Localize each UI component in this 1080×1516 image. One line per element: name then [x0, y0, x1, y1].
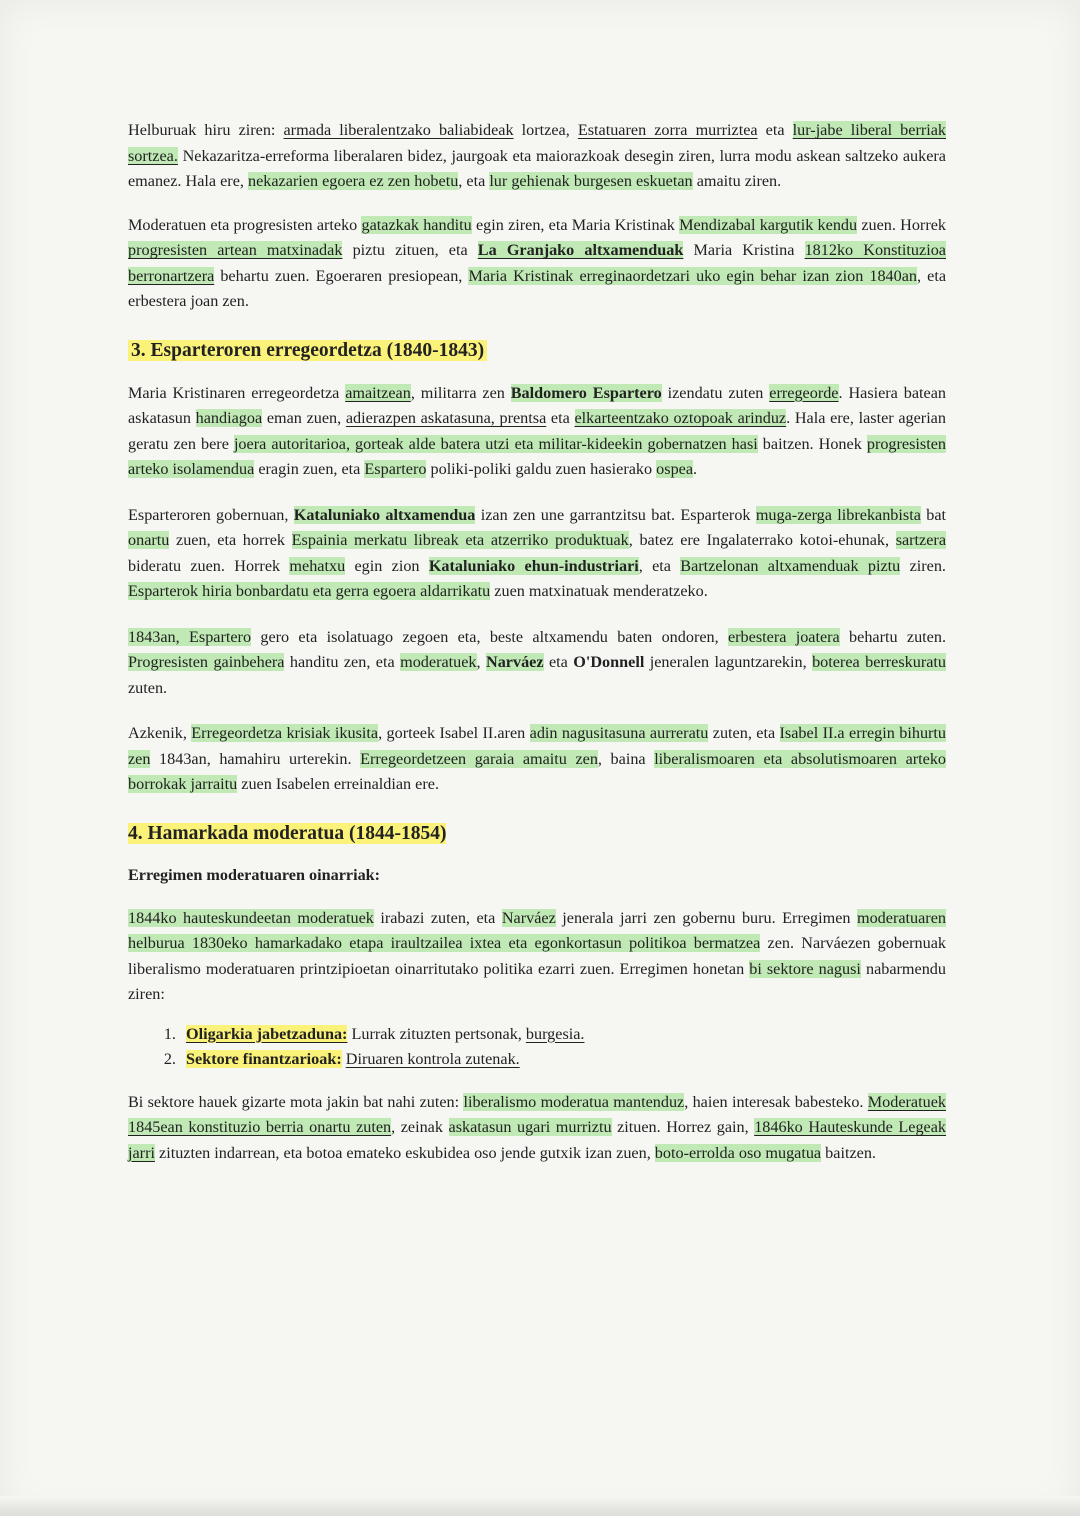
text-span: piztu zituen, eta [342, 241, 478, 259]
list-term: Sektore finantzarioak: [186, 1049, 342, 1068]
text-span: , eta erbestera joan zen. [128, 266, 946, 310]
text-span: eta [543, 653, 574, 671]
text-span: askatasun ugari murriztu [448, 1118, 612, 1136]
text-span: zuen. Horrek [857, 215, 946, 234]
text-span: . Hasiera batean askatasun [128, 383, 947, 427]
text-span: moderatuaren helburua 1830eko hamarkadako etapa iraultzailea ixtea eta egonkortasun politikoa bermatzea [128, 908, 946, 952]
text-span: mehatxu [289, 556, 346, 575]
text-span: eman zuen, [262, 409, 346, 427]
text-span: nabarmendu ziren: [128, 959, 946, 1003]
text-span: , gorteek Isabel II.aren [378, 724, 530, 742]
text-span: , batez ere Ingalaterrako kotoi-ehunak, [628, 531, 896, 549]
text-span: lur-jabe liberal berriak sortzea. [128, 121, 946, 165]
paragraph-catalonia-uprising [128, 503, 946, 605]
text-span: ospea [656, 460, 694, 478]
text-span: behartu zuen. Egoeraren presiopean, [214, 266, 469, 285]
text-span: moderatuek [400, 653, 477, 671]
text-span: behartu zuten. [839, 627, 947, 646]
text-span: zituen. Horrez gain, [611, 1118, 755, 1136]
text-span: poliki-poliki galdu zuen hasierako [426, 460, 657, 478]
text-span: Kataluniako altxamendua [293, 505, 476, 524]
text-span: amaitzean [345, 383, 411, 402]
text-span: erregeorde [769, 383, 839, 402]
text-span: zuen matxinatuak menderatzeko. [490, 582, 708, 600]
text-span: Maria Kristina [683, 241, 805, 259]
text-span: , zeinak [391, 1118, 449, 1136]
text-span: liberalismoaren eta absolutismoaren arteko borrokak jarraitu [128, 749, 947, 793]
text-span: jeneralen laguntzarekin, [644, 653, 813, 671]
sectors-list [128, 1022, 946, 1072]
text-span: adin nagusitasuna aurreratu [529, 724, 709, 742]
text-span: izan zen une garrantzitsu bat. Esparterok [475, 505, 756, 524]
text-span: Narváez [501, 908, 556, 927]
text-span: Isabel II.a erregin bihurtu zen [128, 724, 947, 768]
text-span: Espainia merkatu libreak eta atzerriko produktuak [291, 531, 629, 549]
text-span: zuten, eta [708, 724, 780, 742]
text-span: Maria Kristinak erreginaordetzari uko egin behar izan zion 1840an [468, 266, 918, 285]
text-span: progresisten artean matxinadak [128, 241, 343, 259]
text-span: 1844ko hauteskundeetan moderatuek [128, 908, 374, 927]
text-span: 1812ko Konstituzioa berronartzera [128, 241, 946, 285]
paragraph-isabel-ii [128, 721, 946, 798]
text-span: handiagoa [195, 409, 263, 427]
text-span: Maria Kristinaren erregeordetza [128, 383, 346, 402]
list-term: Oligarkia jabetzaduna: [186, 1024, 348, 1043]
list-item [180, 1022, 946, 1047]
paragraph-1845-constitution [128, 1090, 946, 1167]
subheading-foundations: Erregimen moderatuaren oinarriak: [128, 865, 381, 884]
text-span: Narváez [486, 653, 544, 671]
heading-text: 4. Hamarkada moderatua (1844-1854) [128, 822, 447, 844]
page-bottom-edge [0, 1496, 1080, 1516]
text-span: zuten. [128, 678, 168, 697]
text-span: , militarra zen [410, 383, 511, 402]
text-span: izendatu zuten [661, 383, 770, 402]
text-span: egin zion [345, 556, 429, 575]
paragraph-espartero-regency [128, 381, 946, 483]
text-span: Mendizabal kargutik kendu [679, 215, 858, 234]
text-span: , baina [597, 749, 655, 768]
text-span: liberalismo moderatua mantenduz [463, 1092, 685, 1111]
text-span: baitzen. [821, 1143, 876, 1162]
list-text: burgesia. [525, 1024, 585, 1043]
paragraph-1843 [128, 625, 946, 702]
section-heading-moderate-decade [128, 820, 946, 848]
text-span: egin ziren, eta Maria Kristinak [471, 215, 680, 234]
text-span: , haien interesak babesteko. [684, 1092, 868, 1111]
text-span: La Granjako altxamenduak [477, 241, 684, 259]
text-span: handitu zen, eta [284, 653, 401, 671]
text-span: Esparteroren gobernuan, [128, 505, 294, 524]
list-item [180, 1047, 946, 1072]
text-span: boterea berreskuratu [812, 653, 947, 671]
text-span: Baldomero Espartero [510, 383, 662, 402]
text-span: . Hala ere, laster agerian geratu zen bere [128, 409, 946, 453]
text-span: Espartero [364, 460, 427, 478]
text-span: ziren. [900, 556, 946, 575]
text-span: Kataluniako ehun-industriari [428, 556, 639, 575]
text-span: muga-zerga librekanbista [755, 505, 921, 524]
text-span: eragin zuen, eta [254, 460, 365, 478]
text-span: bideratu zuen. Horrek [128, 556, 290, 575]
text-span: zuen, eta horrek [169, 531, 292, 549]
text-span: Bi sektore hauek gizarte mota jakin bat nahi zuten: [128, 1092, 464, 1111]
text-span: progresisten arteko isolamendua [128, 434, 946, 478]
text-span: lur gehienak burgesen eskuetan [489, 172, 693, 190]
text-span: Bartzelonan altxamenduak piztu [680, 556, 901, 575]
page-content [128, 118, 946, 1166]
text-span: zuen Isabelen erreinaldian ere. [237, 775, 439, 793]
text-span: , eta [458, 172, 490, 190]
text-span: . [693, 460, 698, 478]
text-span: bat [920, 505, 946, 524]
text-span: Erregeordetzeen garaia amaitu zen [360, 749, 598, 768]
text-span: zen. Narváezen gobernuak liberalismo moderatuaren printzipioetan oinarritutako politika ezarri zuen. Erregimen honetan [128, 934, 946, 978]
list-text: Diruaren kontrola zutenak. [345, 1049, 520, 1068]
text-span: 1846ko Hauteskunde Legeak jarri [128, 1118, 947, 1162]
text-span: eta [546, 409, 575, 427]
text-span: bi sektore nagusi [749, 959, 861, 978]
text-span: , eta [638, 556, 681, 575]
text-span: zituzten indarrean, eta botoa emateko eskubidea oso jende gutxik izan zuen, [154, 1143, 655, 1162]
text-span: onartu [128, 531, 170, 549]
text-span: , [476, 653, 487, 671]
text-span: eta [757, 121, 793, 139]
text-span: 1843an, Espartero [128, 627, 252, 646]
text-span: Nekazaritza-erreforma liberalaren bidez, jaurgoak eta maiorazkoak desegin ziren, lurra modu askean saltzeko aukera emanez. Hala ere, [128, 146, 946, 190]
text-span: nekazarien egoera ez zen hobetu [247, 172, 459, 190]
text-span: sartzera [895, 531, 947, 549]
text-span: armada liberalentzako baliabideak [283, 121, 514, 139]
text-span: Esparterok hiria bonbardatu eta gerra egoera aldarrikatu [128, 582, 491, 600]
text-span: jenerala jarri zen gobernu buru. Erregimen [555, 908, 857, 927]
text-span: Estatuaren zorra murriztea [577, 121, 758, 139]
text-span: elkarteentzako oztopoak arinduz [574, 409, 787, 427]
text-span: boto-errolda oso mugatua [654, 1143, 822, 1162]
paragraph-conflicts [128, 213, 946, 315]
text-span: joera autoritarioa, gorteak alde batera utzi eta militar-kideekin gobernatzen hasi [233, 434, 758, 453]
text-span: Moderatuen eta progresisten arteko [128, 215, 362, 234]
text-span: amaitu ziren. [692, 172, 782, 190]
list-text: Lurrak zituzten pertsonak, [347, 1024, 526, 1043]
heading-text: 3. Esparteroren erregeordetza (1840-1843) [128, 340, 487, 361]
text-span: 1843an, hamahiru urterekin. [150, 749, 361, 768]
text-span: Progresisten gainbehera [128, 653, 285, 671]
text-span: lortzea, [513, 121, 578, 139]
paragraph-1844-elections [128, 906, 946, 1008]
text-span: Helburuak hiru ziren: [128, 121, 284, 139]
text-span: O'Donnell [573, 653, 645, 671]
section-heading-espartero [128, 337, 946, 365]
text-span: Moderatuek 1845ean konstituzio berria onartu zuten [128, 1092, 946, 1136]
text-span: adierazpen askatasuna, prentsa [345, 409, 547, 427]
text-span: erbestera joatera [727, 627, 840, 646]
text-span: Azkenik, [128, 724, 192, 742]
text-span: Erregeordetza krisiak ikusita [191, 724, 379, 742]
text-span: gero eta isolatuago zegoen eta, beste altxamendu baten ondoren, [251, 627, 728, 646]
text-span: irabazi zuten, eta [373, 908, 502, 927]
paragraph-objectives [128, 118, 946, 195]
text-span: baitzen. Honek [757, 434, 867, 453]
text-span: gatazkak handitu [361, 215, 472, 234]
